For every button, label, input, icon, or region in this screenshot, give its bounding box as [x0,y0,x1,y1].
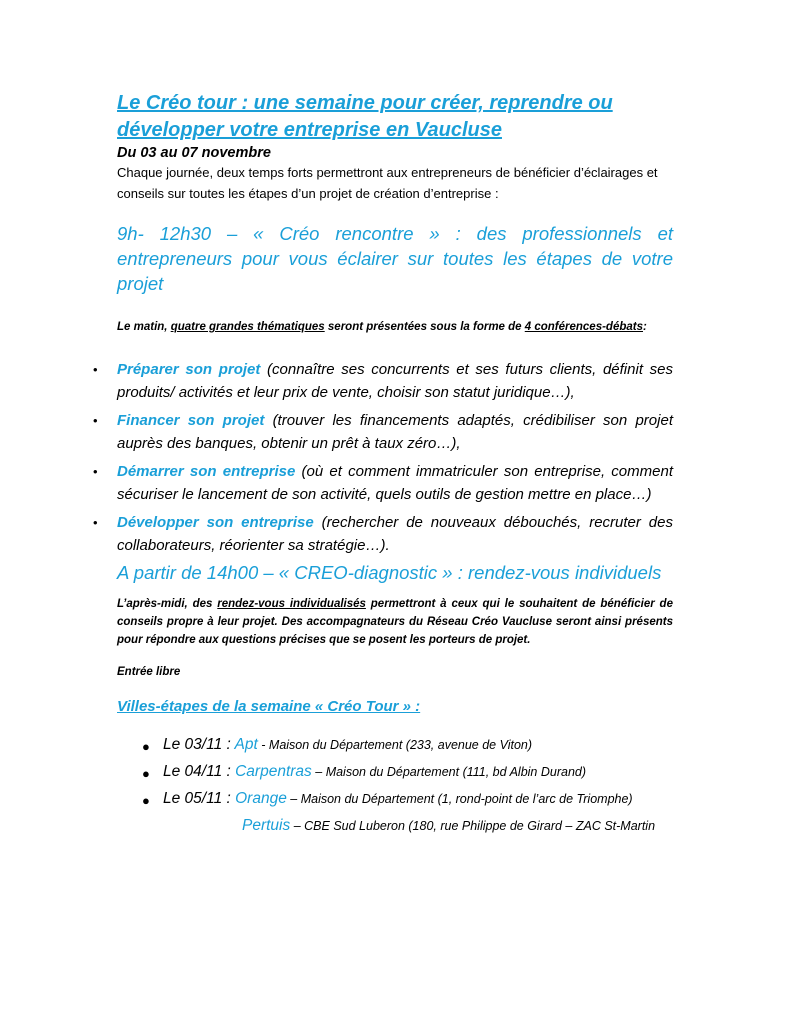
bullet-icon: ● [142,766,150,781]
city-item [142,789,673,809]
bullet-icon: • [93,515,98,530]
city-date: Le 03/11 : [163,736,235,753]
city-details: – CBE Sud Luberon (180, rue Philippe de Girard – ZAC St-Martin [290,819,656,833]
city-details: – Maison du Département (1, rond-point de l’arc de Triomphe) [286,792,633,806]
event-dates: Du 03 au 07 novembre [117,145,271,161]
topic-item [93,358,673,404]
city-details: – Maison du Département (111, bd Albin Durand) [311,765,587,779]
topic-text: (où et comment immatriculer son entreprise, comment sécuriser le lancement de son activité, quels outils de gestion mettre en place…) [117,463,673,503]
bullet-icon: • [93,362,98,377]
bullet-icon: ● [142,739,150,754]
afternoon-heading: A partir de 14h00 – « CREO-diagnostic » : rendez-vous individuels [117,562,662,583]
topic-item [93,511,673,557]
afternoon-text-underline: rendez-vous individualisés [217,598,366,610]
city-date: Le 05/11 : [163,790,236,807]
city-item [142,762,673,782]
topic-text: (connaître ses concurrents et ses futurs clients, définit ses produits/ activités et leur prix de vente, choisir son statut juridique…), [117,361,673,401]
bullet-icon: ● [142,793,150,808]
topic-label: Développer son entreprise [117,514,314,531]
afternoon-text-part1: L’après-midi, des [117,598,218,610]
entry-note: Entrée libre [117,666,181,678]
city-name: Carpentras [235,763,312,780]
extra-city-item [163,816,673,836]
morning-text-underline2: 4 conférences-débats [524,321,643,333]
bullet-icon: • [93,413,98,428]
city-name: Orange [235,790,287,807]
morning-text-underline1: quatre grandes thématiques [170,321,325,333]
morning-text-part3: : [643,321,647,333]
bullet-icon: • [93,464,98,479]
intro-paragraph: Chaque journée, deux temps forts permettront aux entrepreneurs de bénéficier d’éclairages et conseils sur toutes les étapes d’un projet de création d’entreprise : [117,165,658,201]
topic-item [93,409,673,455]
topic-label: Préparer son projet [117,361,261,378]
morning-paragraph [117,318,673,336]
topic-label: Financer son projet [117,412,265,429]
city-name: Apt [234,736,258,753]
cities-list [142,735,673,809]
cities-heading: Villes-étapes de la semaine « Créo Tour » : [117,698,421,715]
morning-heading: 9h- 12h30 – « Créo rencontre » : des professionnels et entrepreneurs pour vous éclairer sur toutes les étapes de votre projet [117,223,673,294]
topic-text: (trouver les financements adaptés, crédibiliser son projet auprès des banques, obtenir un prêt à taux zéro…), [117,412,673,452]
topic-item [93,460,673,506]
document-page [93,90,673,836]
topic-label: Démarrer son entreprise [117,463,296,480]
morning-text-part1: Le matin, [117,321,171,333]
city-details: - Maison du Département (233, avenue de Viton) [257,738,533,752]
afternoon-text-part2: permettront à ceux qui le souhaitent de bénéficier de conseils propre à leur projet. Des accompagnateurs du Réseau Créo Vaucluse seront ainsi présents pour répondre aux questions précises que se posent les porteurs de projet. [117,598,673,646]
afternoon-paragraph [117,595,673,649]
city-name: Pertuis [242,817,291,834]
topics-list [93,358,673,557]
city-item [142,735,673,755]
topic-text: (rechercher de nouveaux débouchés, recruter des collaborateurs, réorienter sa stratégie…). [117,514,673,554]
city-date: Le 04/11 : [163,763,236,780]
document-title: Le Créo tour : une semaine pour créer, reprendre ou développer votre entreprise en Vaucluse [117,92,613,141]
morning-text-part2: seront présentées sous la forme de [324,321,525,333]
